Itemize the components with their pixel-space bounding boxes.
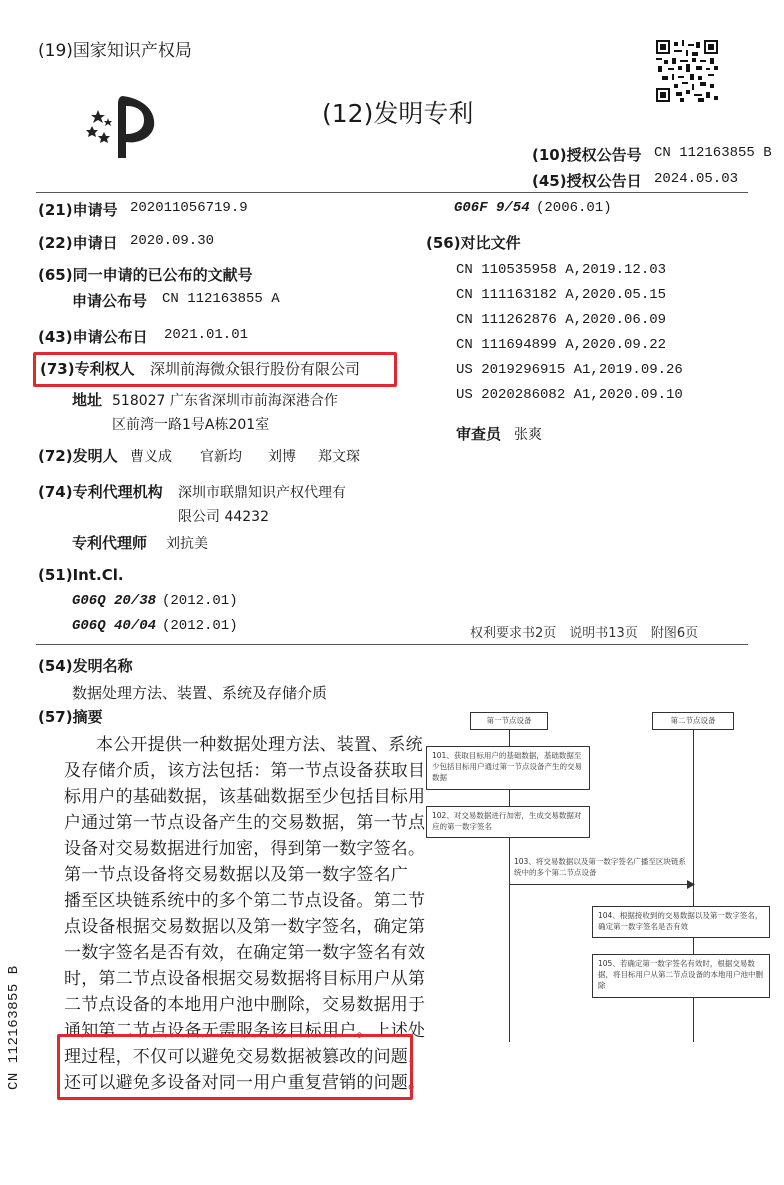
grant-pub-no: CN 112163855 B: [654, 145, 772, 161]
abstract-line: 标用户的基础数据，该基础数据至少包括目标用: [64, 787, 426, 807]
abstract-line: 理过程，不仅可以避免交易数据被篡改的问题，: [64, 1047, 426, 1067]
flow-step-105: 105、若确定第一数字签名有效时，根据交易数据，将目标用户从第二节点设备的本地用户池中删除: [592, 954, 770, 998]
flow-step-103-label: 103、将交易数据以及第一数字签名广播至区块链系统中的多个第二节点设备: [514, 857, 686, 877]
inventor-name: 曹义成: [130, 449, 172, 465]
abstract-line: 第一节点设备将交易数据以及第一数字签名广: [64, 865, 408, 885]
section-divider: [36, 644, 748, 645]
agent-label: 专利代理师: [72, 534, 148, 552]
intcl-code: G06Q 20/38: [72, 593, 157, 609]
app-no-label: (21)申请号: [38, 201, 118, 219]
invention-title: 数据处理方法、装置、系统及存储介质: [72, 684, 328, 702]
inventor-name: 刘博: [268, 449, 296, 465]
cited-doc: US 2019296915 A1,2019.09.26: [456, 362, 683, 378]
patentee-name: 深圳前海微众银行股份有限公司: [150, 360, 361, 378]
address-line-2: 区前湾一路1号A栋201室: [112, 417, 270, 433]
agency-line-1: 深圳市联鼎知识产权代理有: [178, 485, 346, 501]
flow-arrow-103: [509, 884, 693, 885]
abstract-line: 及存储介质，该方法包括：第一节点设备获取目: [64, 761, 426, 781]
app-date: 2020.09.30: [130, 233, 215, 249]
pub-no: CN 112163855 A: [162, 291, 280, 307]
header-divider: [36, 192, 748, 193]
cited-doc: US 2020286082 A1,2020.09.10: [456, 387, 683, 403]
flow-step-101: 101、获取目标用户的基础数据，基础数据至少包括目标用户通过第一节点设备产生的交易数据: [426, 746, 590, 790]
cited-doc: CN 111163182 A,2020.05.15: [456, 287, 667, 303]
document-type-title: (12)发明专利: [322, 99, 474, 128]
intcl-code: G06Q 40/04: [72, 618, 157, 634]
inventor-label: (72)发明人: [38, 447, 118, 465]
flow-step-102: 102、对交易数据进行加密，生成交易数据对应的第一数字签名: [426, 806, 590, 838]
abstract-line: 还可以避免多设备对同一用户重复营销的问题。: [64, 1073, 426, 1093]
abstract-line: 二节点设备的本地用户池中删除，交易数据用于: [64, 995, 426, 1015]
agent-name: 刘抗美: [166, 536, 208, 552]
abstract-highlight-box: [57, 1034, 413, 1100]
intcl-year: (2012.01): [162, 618, 238, 634]
abstract-line: 户通过第一节点设备产生的交易数据，第一节点: [64, 813, 426, 833]
grant-pub-no-label: (10)授权公告号: [532, 146, 642, 164]
office-name: (19)国家知识产权局: [38, 41, 192, 61]
inventor-name: 郑文琛: [318, 449, 360, 465]
pub-no-label: 申请公布号: [72, 292, 148, 310]
address-label: 地址: [72, 391, 103, 409]
examiner-name: 张爽: [514, 427, 542, 443]
flow-step-104: 104、根据接收到的交易数据以及第一数字签名，确定第一数字签名是否有效: [592, 906, 770, 938]
intcl-label: (51)Int.Cl.: [38, 566, 124, 584]
abstract-line: 本公开提供一种数据处理方法、装置、系统: [96, 735, 423, 755]
cited-doc: CN 111262876 A,2020.06.09: [456, 312, 667, 328]
cited-docs-label: (56)对比文件: [426, 234, 521, 252]
abstract-line: 点设备根据交易数据以及第一数字签名，确定第: [64, 917, 426, 937]
abstract-line: 时，第二节点设备根据交易数据将目标用户从第: [64, 969, 426, 989]
pub-date: 2021.01.01: [164, 327, 249, 343]
flow-node-second-device: 第二节点设备: [652, 712, 734, 730]
qr-code-icon: [656, 40, 718, 102]
grant-date-label: (45)授权公告日: [532, 172, 642, 190]
address-line-1: 518027 广东省深圳市前海深港合作: [112, 393, 338, 409]
abstract-line: 通知第二节点设备无需服务该目标用户。上述处: [64, 1021, 426, 1041]
abstract-line: 设备对交易数据进行加密，得到第一数字签名。: [64, 839, 426, 859]
side-publication-number: CN 112163855 B: [6, 965, 22, 1090]
flow-node-first-device: 第一节点设备: [470, 712, 548, 730]
app-date-label: (22)申请日: [38, 234, 118, 252]
cited-doc: CN 110535958 A,2019.12.03: [456, 262, 667, 278]
cited-doc: CN 111694899 A,2020.09.22: [456, 337, 667, 353]
agency-label: (74)专利代理机构: [38, 483, 163, 501]
examiner-label: 审查员: [456, 425, 502, 443]
ipc-code: G06F 9/54: [454, 200, 530, 216]
abstract-label: (57)摘要: [38, 708, 103, 726]
ipc-year: (2006.01): [536, 200, 612, 216]
pub-docs-label: (65)同一申请的已公布的文献号: [38, 266, 253, 284]
pub-date-label: (43)申请公布日: [38, 328, 148, 346]
intcl-year: (2012.01): [162, 593, 238, 609]
app-no: 202011056719.9: [130, 200, 248, 216]
abstract-line: 播至区块链系统中的多个第二节点设备。第二节: [64, 891, 426, 911]
arrowhead-icon: [687, 880, 695, 889]
inventor-name: 官新均: [200, 449, 242, 465]
invention-title-label: (54)发明名称: [38, 657, 133, 675]
page-counts: 权利要求书2页 说明书13页 附图6页: [470, 626, 699, 641]
grant-date: 2024.05.03: [654, 171, 739, 187]
patent-office-emblem-icon: [82, 92, 160, 162]
abstract-line: 一数字签名是否有效，在确定第一数字签名有效: [64, 943, 426, 963]
patentee-label: (73)专利权人: [40, 360, 135, 378]
agency-line-2: 限公司 44232: [178, 509, 269, 525]
